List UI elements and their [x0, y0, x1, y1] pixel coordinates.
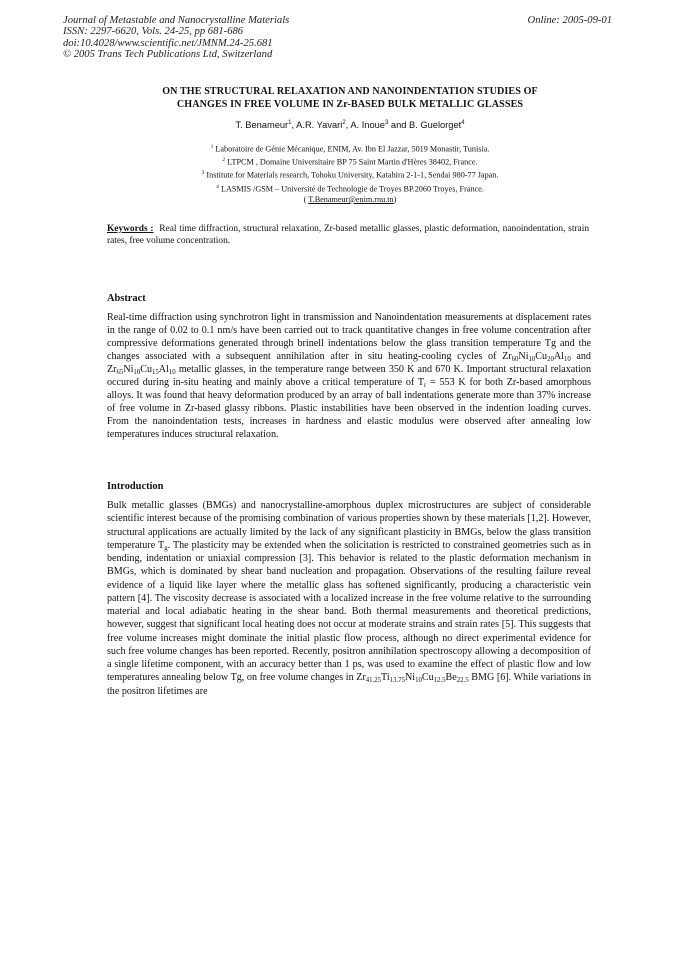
affiliation-item: $^3$ Institute for Materials research, Tohoku University, Katahira 2-1-1, Sendai 980-77 Japan. [201, 170, 499, 181]
title-line-2: CHANGES IN FREE VOLUME IN Zr-BASED BULK METALLIC GLASSES [176, 98, 524, 110]
author-name: A.R. Yavari [296, 120, 343, 131]
keywords-label: Keywords : [107, 224, 154, 234]
journal-doi[interactable]: doi:10.4028/www.scientific.net/JMNM.24-25.681 [63, 37, 273, 49]
keywords-block [107, 223, 589, 247]
journal-issn: ISSN: 2297-6620, Vols. 24-25, pp 681-686 [63, 26, 244, 38]
journal-name: Journal of Metastable and Nanocrystalline Materials [63, 15, 290, 26]
online-date: Online: 2005-09-01 [527, 15, 612, 26]
author-name: A. Inoue [350, 120, 385, 131]
keywords-text: Real time diffraction, structural relaxation, Zr-based metallic glasses, plastic deformation, nanoindentation, strain rates, free volume concentration. [107, 224, 590, 246]
author-list: T. Benameur$^1$, A.R. Yavari$^2$, A. Inoue$^3$ and B. Guelorget$^4$ [235, 120, 465, 131]
email-link[interactable]: T.Benameur@enim.rnu.tn [308, 194, 394, 204]
affiliation-item: $^2$ LTPCM , Domaine Universitaire BP 75 Saint Martin d'Hères 38402, France. [222, 157, 478, 167]
author-name: B. Guelorget [409, 120, 462, 131]
alloy-formula-3: $Zr_{41.25}Ti_{13.75}Ni_{10}Cu_{12.5}Be_{22.5}$ [356, 672, 469, 685]
paper-title [90, 86, 610, 111]
affiliations [100, 142, 600, 205]
affiliation-list [100, 142, 600, 195]
affiliation-item: $^4$ LASMIS /GSM – Université de Technologie de Troyes BP.2060 Troyes, France. [216, 183, 484, 194]
introduction-heading: Introduction [107, 481, 164, 492]
affiliation-item: $^1$ Laboratoire de Génie Mécanique, ENIM, Av. Ibn El Jazzar, 5019 Monastir, Tunisia. [210, 144, 490, 154]
alloy-formula-2: $Zr_{65}Ni_{10}Cu_{15}Al_{10}$ [107, 364, 176, 376]
alloy-formula-1: $Zr_{60}Ni_{10}Cu_{20}Al_{10}$ [502, 351, 571, 363]
journal-copyright: © 2005 Trans Tech Publications Ltd, Switzerland [63, 49, 273, 61]
introduction-text: Bulk metallic glasses (BMGs) and nanocrystalline-amorphous duplex microstructures are subject of considerable scientific interest because of the promising combination of various properties shown by these materials [1,2]. However, structural applications are actually limited by the lack of any significant plasticity in BMGs, below the glass transition temperature $T_g$. The plasticity may be extended when the solicitation is restricted to constrained geometries such as in bending, indentation or uniaxial compression [3]. This behavior is related to the plastic deformation mechanism in BMGs, which is dominated by shear band nucleation and propagation. Observations of the resulting failure reveal evidence of a liquid like layer where the metallic glass has softened significantly, producing a characteristic vein pattern [4]. The viscosity decrease is associated with a localized increase in the free volume relative to the surrounding material and local adiabatic heating in the shear band. Both thermal measurements and theoretical predictions, however, suggest that significant local heating does not occur at moderate strains and strain rates [5]. This suggests that free volume increases might dominate the initial plastic flow process, although no direct experimental evidence for such free volume changes has been reported. Recently, positron annihilation spectroscopy allowing a decomposition of a single lifetime component, with an accuracy better than 1 ps, was used to examine the effect of plastic flow and low temperatures annealing below Tg, on free volume changes in $Zr_{41.25}Ti_{13.75}Ni_{10}Cu_{12.5}Be_{22.5}$ BMG [6]. While variations in the positron lifetimes are [107, 500, 591, 697]
abstract-text: Real-time diffraction using synchrotron light in transmission and Nanoindentation measurements at displacement rates in the range of 0.02 to 0.1 nm/s have been carried out to track quantitative changes in free volume concentration after compressive deformations generated through brinell indentations below the glass transition temperature Tg and the changes associated with a subsequent annihilation after in situ heating-cooling cycles of $Zr_{60}Ni_{10}Cu_{20}Al_{10}$ and $Zr_{65}Ni_{10}Cu_{15}Al_{10}$ metallic glasses, in the temperature range between 350 K and 670 K. Important structural relaxation occured during in-situ heating and mainly above a critical temperature of $T_r = 553$ K for both Zr-based amorphous alloys. It was found that heavy deformation produced by an array of ball indentations generate more than 37% increase of free volume in Zr-based glassy ribbons. Plastic instabilities have been observed in the indention loading curves. From the nanoindentation tests, increases in hardness and elastic modulus were observed after annealing low temperatures induces structural relaxation. [107, 312, 591, 440]
contact-email[interactable]: ( T.Benameur@enim.rnu.tn) [303, 194, 397, 204]
title-line-1: ON THE STRUCTURAL RELAXATION AND NANOINDENTATION STUDIES OF [162, 86, 538, 97]
abstract-heading: Abstract [107, 293, 146, 304]
journal-header [63, 15, 289, 61]
author-name: T. Benameur [235, 120, 289, 131]
